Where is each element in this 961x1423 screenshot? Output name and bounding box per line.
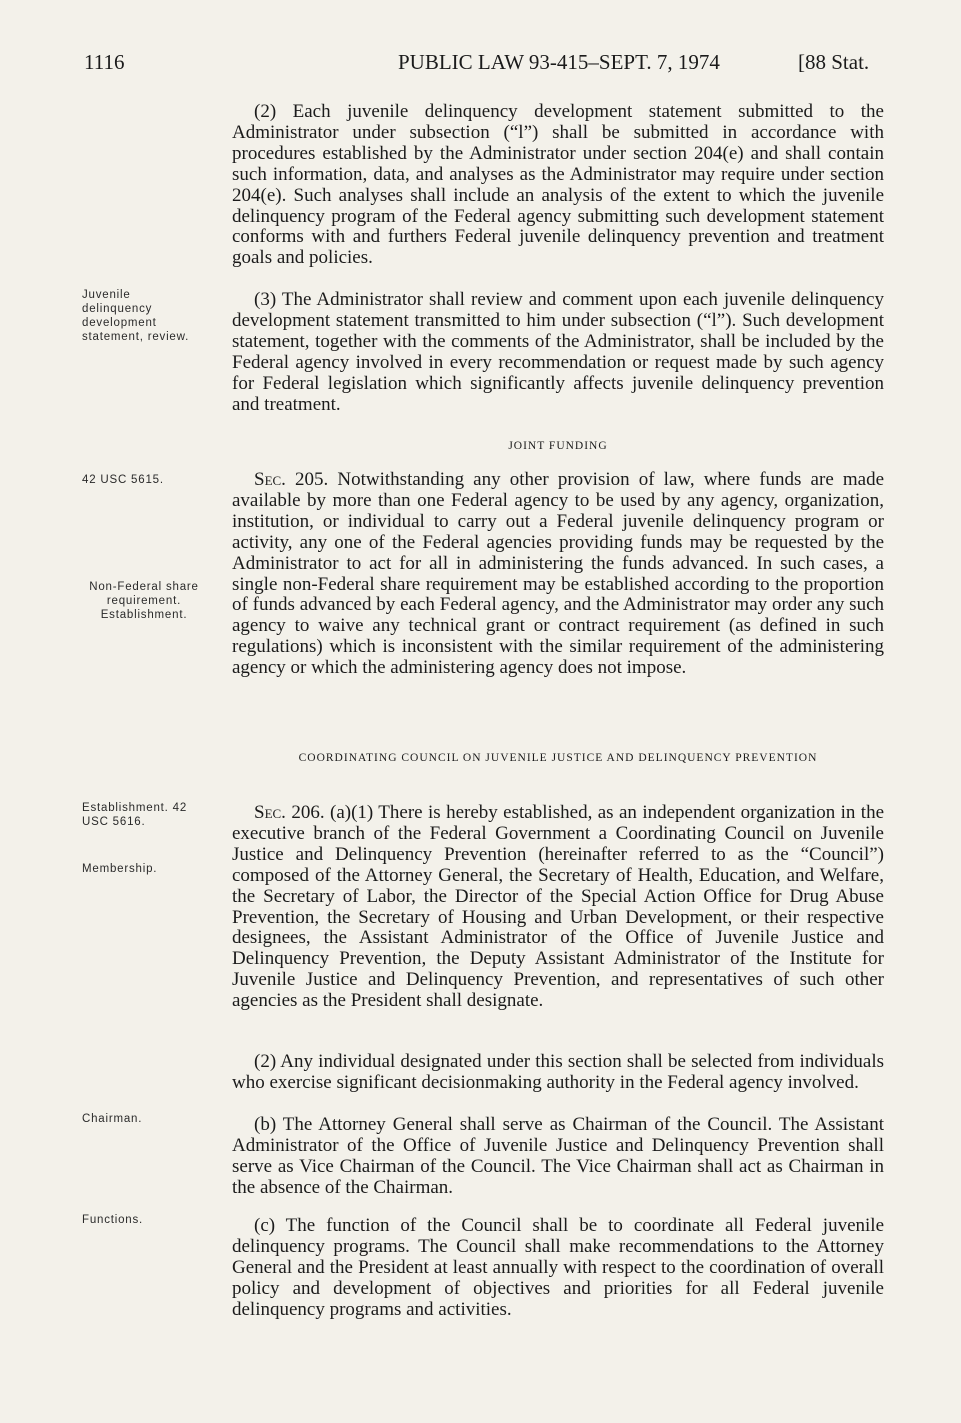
paragraph-text: (2) Any individual designated under this section shall be selected from individuals who exercise significant decisionmaking authority in the Federal agency involved. xyxy=(232,1051,884,1093)
margin-note-functions: Functions. xyxy=(82,1214,144,1226)
section-text: Notwithstanding any other provision of law, where funds are made available by more than one Federal agency to be used by any agency, organization, institution, or individual to carry out a Federal juvenile delinquency program or activity, any one of the Federal agencies providing funds may be requested by the Administrator to act for all in administering the funds advanced. In such cases, a single non-Federal share requirement may be established according to the proportion of funds advanced by each Federal agency, and the Administrator may order any such agency to waive any technical grant or contract requirement (as defined in such regulations) which is inconsistent with the similar requirement of the administering agency or which the administering agency does not impose. xyxy=(232,469,884,679)
statute-volume: [88 Stat. xyxy=(798,50,870,74)
section-205 xyxy=(232,470,884,679)
paragraph-c xyxy=(232,1216,884,1321)
margin-note-review: Juvenile delinquency development statement, review. xyxy=(82,289,190,343)
margin-note-non-federal: Non-Federal share requirement. Establishment. xyxy=(89,581,199,621)
section-206a xyxy=(232,803,884,1012)
margin-note-chairman: Chairman. xyxy=(82,1113,143,1125)
paragraph-text: (b) The Attorney General shall serve as Chairman of the Council. The Assistant Administrator of the Office of Juvenile Justice and Delinquency Prevention shall serve as Vice Chairman of the Council. The Vice Chairman shall act as Chairman in the absence of the Chairman. xyxy=(232,1114,884,1198)
section-heading-joint-funding: JOINT FUNDING xyxy=(508,440,608,452)
section-text: (a)(1) There is hereby established, as an independent organization in the executive branch of the Federal Government a Coordinating Council on Juvenile Justice and Delinquency Prevention (hereinafter referred to as the “Council”) composed of the Attorney General, the Secretary of Health, Education, and Welfare, the Secretary of Labor, the Director of the Special Action Office for Drug Abuse Prevention, the Secretary of Housing and Urban Development, or their respective designees, the Assistant Administrator of the Office of Juvenile Justice and Delinquency Prevention, the Deputy Assistant Administrator of the Institute for Juvenile Justice and Delinquency Prevention, and representatives of such other agencies as the President shall designate. xyxy=(232,802,884,1012)
section-heading-council: COORDINATING COUNCIL ON JUVENILE JUSTICE AND DELINQUENCY PREVENTION xyxy=(298,752,818,764)
margin-note-membership: Membership. xyxy=(82,863,158,875)
paragraph-text: (3) The Administrator shall review and comment upon each juvenile delinquency development statement transmitted to him under subsection (“l”). Such development statement, together with the comments of the Administrator, shall be included by the Federal agency involved in every recommendation or request made by such agency for Federal legislation which significantly affects juvenile delinquency prevention and treatment. xyxy=(232,289,884,415)
margin-note-establishment: Establishment. 42 USC 5616. xyxy=(82,802,188,828)
section-label: Sec. 205. xyxy=(254,469,329,490)
running-header xyxy=(0,50,961,80)
paragraph-b xyxy=(232,1115,884,1199)
paragraph-2 xyxy=(232,102,884,269)
paragraph-text: (c) The function of the Council shall be to coordinate all Federal juvenile delinquency programs. The Council shall make recommendations to the Attorney General and the President at least annually with respect to the coordination of overall policy and development of objectives and priorities for all Federal juvenile delinquency programs and activities. xyxy=(232,1215,884,1320)
page-number: 1116 xyxy=(84,50,125,74)
law-title: PUBLIC LAW 93-415–SEPT. 7, 1974 xyxy=(398,50,720,74)
paragraph-text: (2) Each juvenile delinquency development statement submitted to the Administrator under subsection (“l”) shall be submitted in accordance with procedures established by the Administrator under section 204(e) and shall contain such information, data, and analyses as the Administrator may require under section 204(e). Such analyses shall include an analysis of the extent to which the juvenile delinquency program of the Federal agency submitting such development statement conforms with and furthers Federal juvenile delinquency prevention and treatment goals and policies. xyxy=(232,101,884,269)
paragraph-a2 xyxy=(232,1052,884,1094)
margin-note-usc-5615: 42 USC 5615. xyxy=(82,474,164,486)
paragraph-3 xyxy=(232,290,884,415)
section-label: Sec. 206. xyxy=(254,802,325,823)
